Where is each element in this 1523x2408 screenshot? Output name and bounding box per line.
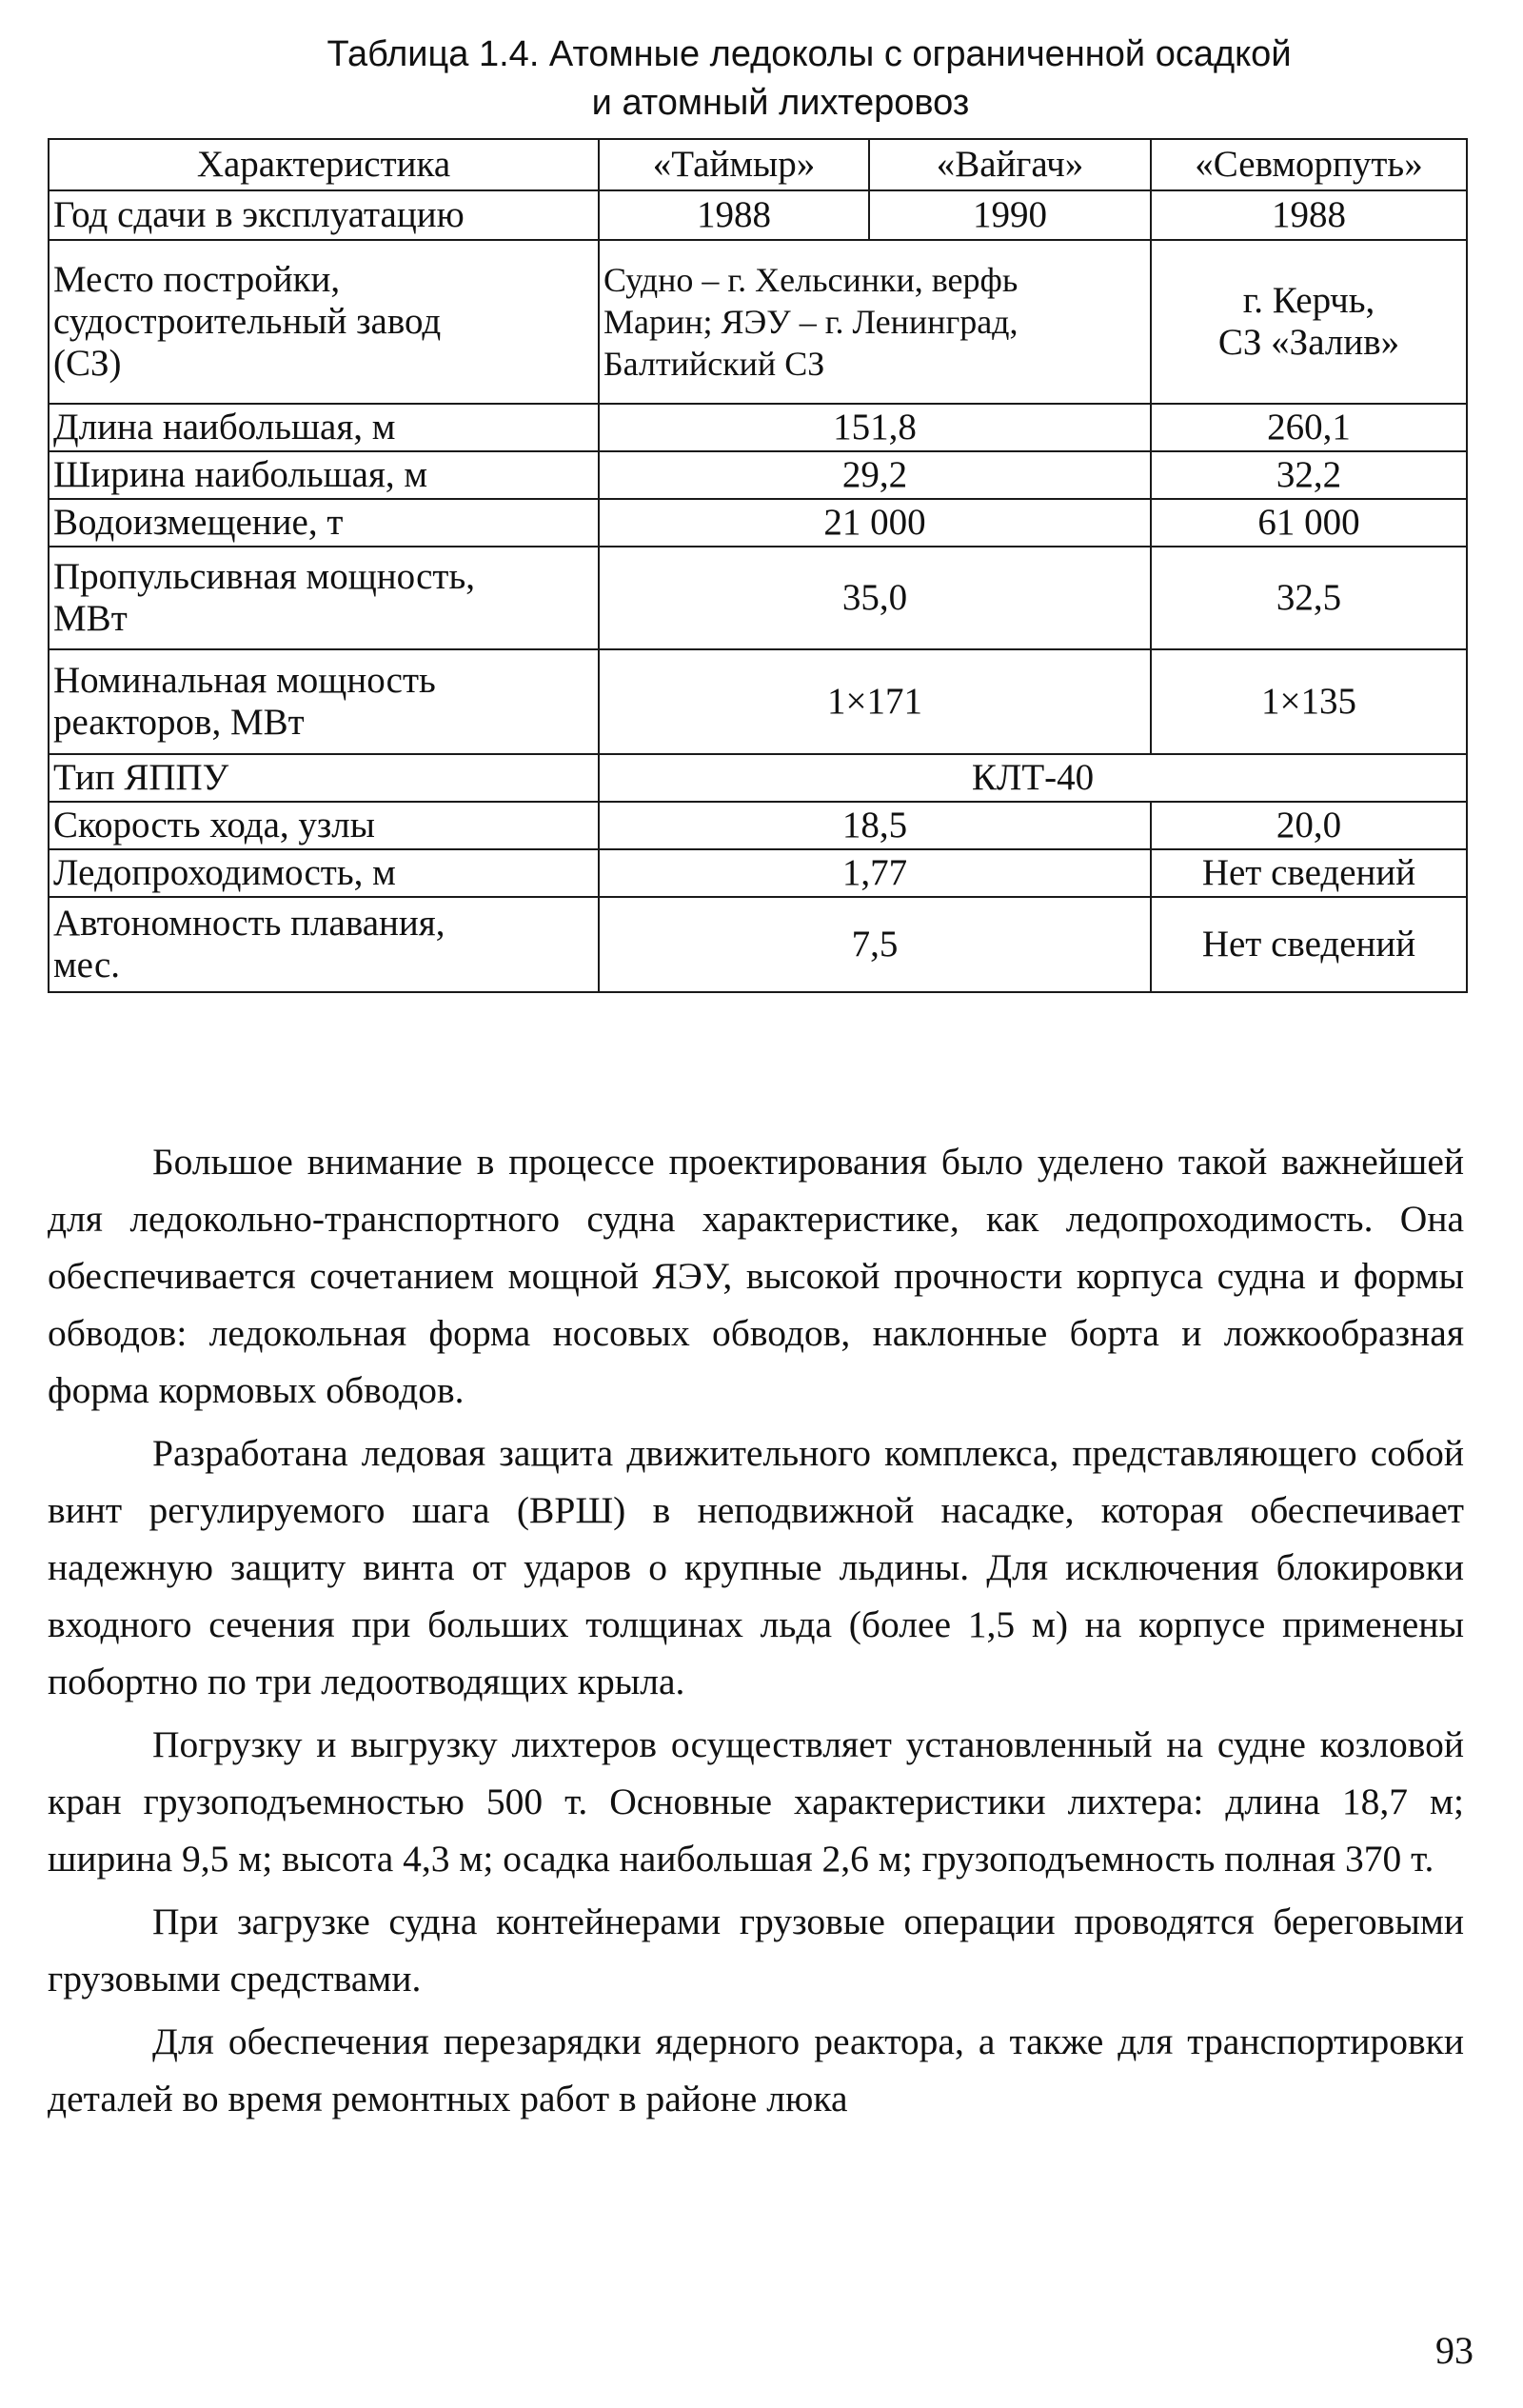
table-caption-line-2: и атомный лихтеровоз <box>591 83 970 123</box>
cell-sevmorput <box>1151 240 1467 404</box>
table-row-ice <box>49 849 1467 897</box>
cell-all: КЛТ-40 <box>599 754 1467 802</box>
cell-line: г. Керчь, <box>1242 280 1375 321</box>
body-text <box>48 1133 1464 2127</box>
cell-taimyr-vaygach: 151,8 <box>599 404 1151 451</box>
cell-line: Судно – г. Хельсинки, верфь <box>603 261 1019 299</box>
cell-line: Марин; ЯЭУ – г. Ленинград, <box>603 303 1019 341</box>
label-line: реакторов, МВт <box>53 702 305 743</box>
cell-sevmorput: 32,5 <box>1151 547 1467 649</box>
row-label <box>49 547 599 649</box>
row-label: Ширина наибольшая, м <box>49 451 599 499</box>
cell-sevmorput: 1988 <box>1151 190 1467 240</box>
cell-sevmorput: 20,0 <box>1151 802 1467 849</box>
header-vaygach: «Вайгач» <box>869 139 1151 190</box>
table-row-autonomy <box>49 897 1467 992</box>
header-taimyr: «Таймыр» <box>599 139 869 190</box>
row-label: Год сдачи в эксплуатацию <box>49 190 599 240</box>
table-row-width <box>49 451 1467 499</box>
paragraph: Большое внимание в процессе проектирования было уделено такой важнейшей для ледокольно-транспортного судна характеристике, как ледопроходимость. Она обеспечивается сочетанием мощной ЯЭУ, высокой прочности корпуса судна и формы обводов: ледокольная форма носовых обводов, наклонные борта и ложкообразная форма кормовых обводов. <box>48 1141 1464 1411</box>
cell-vaygach: 1990 <box>869 190 1151 240</box>
label-line: МВт <box>53 598 128 639</box>
table-row-propulsion <box>49 547 1467 649</box>
cell-line: СЗ «Залив» <box>1217 322 1400 363</box>
label-line: Автономность плавания, <box>53 903 445 944</box>
label-line: (СЗ) <box>53 343 122 384</box>
table-row-speed <box>49 802 1467 849</box>
table-row-type <box>49 754 1467 802</box>
row-label: Скорость хода, узлы <box>49 802 599 849</box>
row-label: Тип ЯППУ <box>49 754 599 802</box>
table-header-row <box>49 139 1467 190</box>
label-line: мес. <box>53 945 121 985</box>
label-line: Номинальная мощность <box>53 660 436 701</box>
label-line: судостроительный завод <box>53 301 442 342</box>
page-number: 93 <box>1435 2329 1474 2372</box>
cell-taimyr-vaygach: 29,2 <box>599 451 1151 499</box>
row-label <box>49 649 599 754</box>
table-row-length <box>49 404 1467 451</box>
cell-sevmorput: 260,1 <box>1151 404 1467 451</box>
cell-taimyr-vaygach: 1,77 <box>599 849 1151 897</box>
table-row-year <box>49 190 1467 240</box>
cell-taimyr-vaygach: 7,5 <box>599 897 1151 992</box>
table-row-displacement <box>49 499 1467 547</box>
icebreaker-spec-table <box>48 138 1468 993</box>
row-label: Длина наибольшая, м <box>49 404 599 451</box>
paragraph: Погрузку и выгрузку лихтеров осуществляет установленный на судне козловой кран грузоподъемностью 500 т. Основные характеристики лихтера: длина 18,7 м; ширина 9,5 м; высота 4,3 м; осадка наибольшая 2,6 м; грузоподъемность полная 370 т. <box>48 1723 1464 1880</box>
cell-line: Балтийский СЗ <box>603 345 825 383</box>
table-caption-line-1: Таблица 1.4. Атомные ледоколы с ограниченной осадкой <box>326 34 1292 74</box>
row-label: Ледопроходимость, м <box>49 849 599 897</box>
table-row-reactor <box>49 649 1467 754</box>
row-label <box>49 240 599 404</box>
cell-taimyr: 1988 <box>599 190 869 240</box>
row-label <box>49 897 599 992</box>
cell-taimyr-vaygach: 18,5 <box>599 802 1151 849</box>
paragraph: При загрузке судна контейнерами грузовые операции проводятся береговыми грузовыми средствами. <box>48 1901 1464 2000</box>
label-line: Место постройки, <box>53 259 341 300</box>
cell-taimyr-vaygach: 35,0 <box>599 547 1151 649</box>
cell-sevmorput: 61 000 <box>1151 499 1467 547</box>
row-label: Водоизмещение, т <box>49 499 599 547</box>
cell-taimyr-vaygach: 21 000 <box>599 499 1151 547</box>
header-characteristic: Характеристика <box>49 139 599 190</box>
header-sevmorput: «Севморпуть» <box>1151 139 1467 190</box>
cell-taimyr-vaygach <box>599 240 1151 404</box>
cell-sevmorput: 1×135 <box>1151 649 1467 754</box>
cell-sevmorput: Нет сведений <box>1151 897 1467 992</box>
cell-taimyr-vaygach: 1×171 <box>599 649 1151 754</box>
paragraph: Для обеспечения перезарядки ядерного реактора, а также для транспортировки деталей во время ремонтных работ в районе люка <box>48 2020 1464 2119</box>
paragraph: Разработана ледовая защита движительного комплекса, представляющего собой винт регулируемого шага (ВРШ) в неподвижной насадке, которая обеспечивает надежную защиту винта от ударов о крупные льдины. Для исключения блокировки входного сечения при больших толщинах льда (более 1,5 м) на корпусе применены побортно по три ледоотводящих крыла. <box>48 1432 1464 1702</box>
table-row-place <box>49 240 1467 404</box>
label-line: Пропульсивная мощность, <box>53 556 475 597</box>
cell-sevmorput: 32,2 <box>1151 451 1467 499</box>
cell-sevmorput: Нет сведений <box>1151 849 1467 897</box>
